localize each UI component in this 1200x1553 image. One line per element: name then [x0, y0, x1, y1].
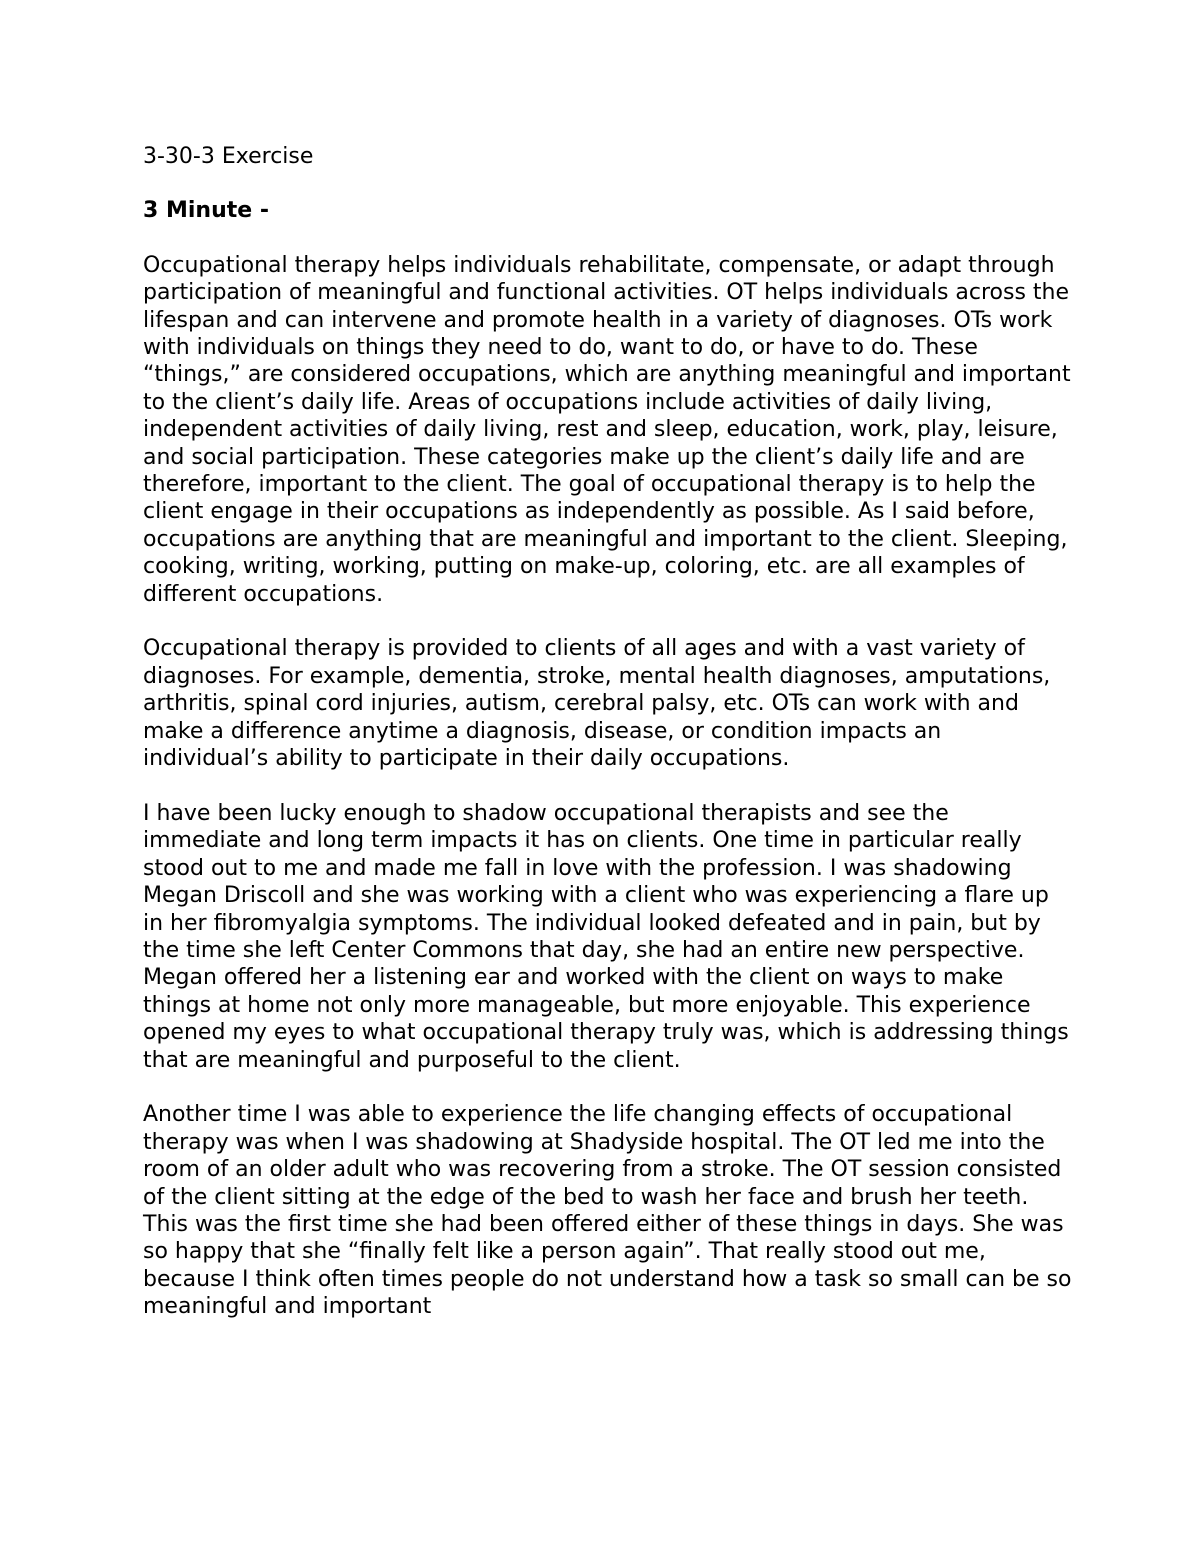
section-heading: 3 Minute - — [143, 198, 269, 224]
document-body — [143, 143, 1073, 1321]
paragraph-2: Occupational therapy is provided to clients of all ages and with a vast variety of diagnoses. For example, dementia, stroke, mental health diagnoses, amputations, arthritis, spinal cord injuries, autism, cerebral palsy, etc. OTs can work with and make a difference anytime a diagnosis, disease, or condition impacts an individual’s ability to participate in their daily occupations. — [143, 636, 1051, 772]
paragraph-4: Another time I was able to experience the life changing effects of occupational therapy was when I was shadowing at Shadyside hospital. The OT led me into the room of an older adult who was recovering from a stroke. The OT session consisted of the client sitting at the edge of the bed to wash her face and brush her teeth. This was the first time she had been offered either of these things in days. She was so happy that she “finally felt like a person again”. That really stood out me, because I think often times people do not understand how a task so small can be so meaningful and important — [143, 1102, 1072, 1320]
paragraph-3: I have been lucky enough to shadow occupational therapists and see the immediate and long term impacts it has on clients. One time in particular really stood out to me and made me fall in love with the profession. I was shadowing Megan Driscoll and she was working with a client who was experiencing a flare up in her fibromyalgia symptoms. The individual looked defeated and in pain, but by the time she left Center Commons that day, she had an entire new perspective. Megan offered her a listening ear and worked with the client on ways to make things at home not only more manageable, but more enjoyable. This experience opened my eyes to what occupational therapy truly was, which is addressing things that are meaningful and purposeful to the client. — [143, 800, 1069, 1073]
paragraph-1: Occupational therapy helps individuals rehabilitate, compensate, or adapt through participation of meaningful and functional activities. OT helps individuals across the lifespan and can intervene and promote health in a variety of diagnoses. OTs work with individuals on things they need to do, want to do, or have to do. These “things,” are considered occupations, which are anything meaningful and important to the client’s daily life. Areas of occupations include activities of daily living, independent activities of daily living, rest and sleep, education, work, play, leisure, and social participation. These categories make up the client’s daily life and are therefore, important to the client. The goal of occupational therapy is to help the client engage in their occupations as independently as possible. As I said before, occupations are anything that are meaningful and important to the client. Sleeping, cooking, writing, working, putting on make-up, coloring, etc. are all examples of different occupations. — [143, 252, 1071, 607]
document-title: 3-30-3 Exercise — [143, 144, 314, 169]
